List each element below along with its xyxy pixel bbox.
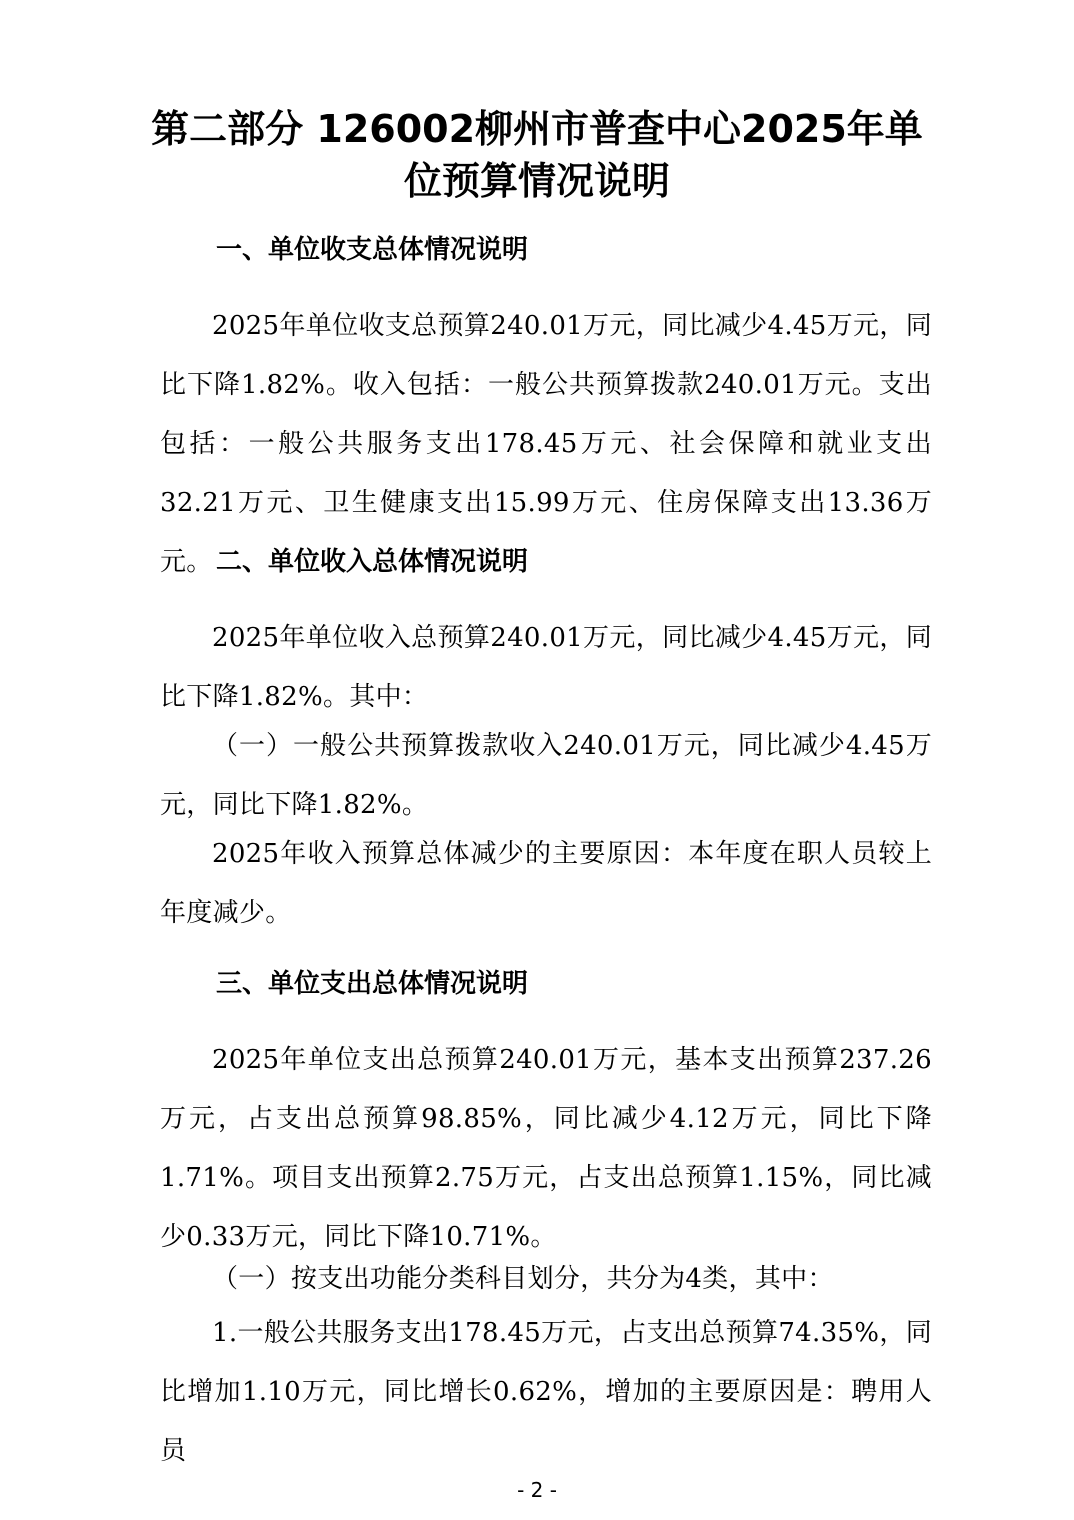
section-3-paragraph-3: 1.一般公共服务支出178.45万元，占支出总预算74.35%，同比增加1.10万元，同比增长0.62%，增加的主要原因是：聘用人员	[160, 1318, 932, 1466]
section-2-paragraph-1: 2025年单位收入总预算240.01万元，同比减少4.45万元，同比下降1.82%。其中：	[160, 623, 932, 712]
section-1-paragraph-1: 2025年单位收支总预算240.01万元，同比减少4.45万元，同比下降1.82%。收入包括：一般公共预算拨款240.01万元。支出包括：一般公共服务支出178.45万元、社会保障和就业支出32.21万元、卫生健康支出15.99万元、住房保障支出13.36万元。	[160, 311, 932, 577]
section-heading-2: 二、单位收入总体情况说明	[216, 547, 529, 577]
page-number: - 2 -	[517, 1478, 557, 1502]
section-2-paragraph-3: 2025年收入预算总体减少的主要原因：本年度在职人员较上年度减少。	[160, 839, 932, 928]
section-3-paragraph-1: 2025年单位支出总预算240.01万元，基本支出预算237.26万元，占支出总预算98.85%，同比减少4.12万元，同比下降1.71%。项目支出预算2.75万元，占支出总预算1.15%，同比减少0.33万元，同比下降10.71%。	[160, 1045, 932, 1252]
section-heading-3: 三、单位支出总体情况说明	[216, 969, 529, 999]
section-2-paragraph-2: （一）一般公共预算拨款收入240.01万元，同比减少4.45万元，同比下降1.82%。	[160, 731, 932, 820]
document-title: 第二部分 126002柳州市普查中心2025年单位预算情况说明	[151, 107, 923, 203]
section-3-paragraph-2: （一）按支出功能分类科目划分，共分为4类，其中：	[212, 1264, 834, 1294]
section-heading-1: 一、单位收支总体情况说明	[216, 235, 529, 265]
